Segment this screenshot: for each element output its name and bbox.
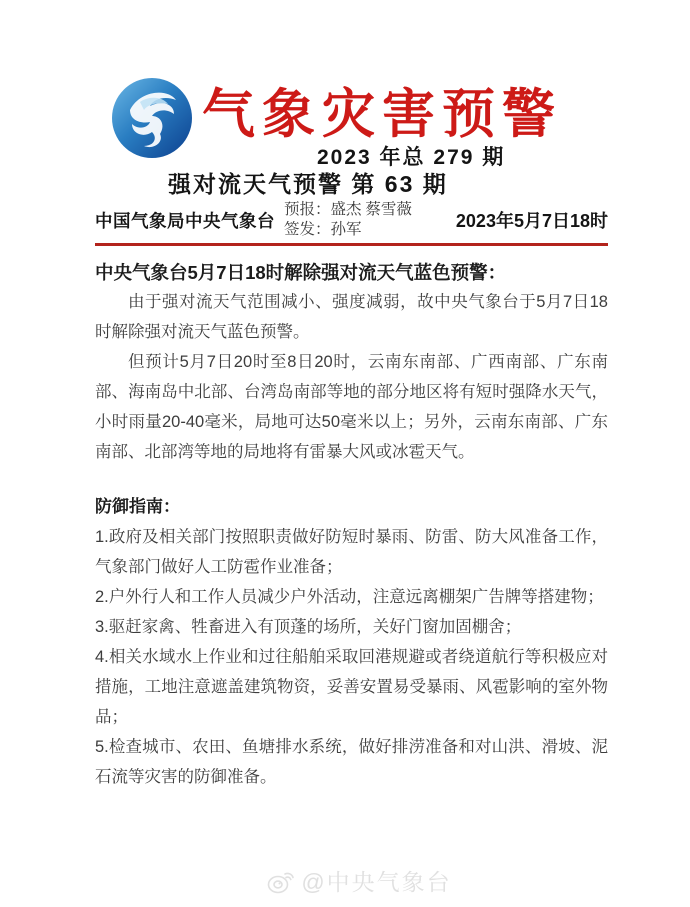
guide-item: 2.户外行人和工作人员减少户外活动，注意远离棚架广告牌等搭建物； xyxy=(95,588,604,606)
bulletin-header xyxy=(95,76,608,246)
guide-item: 1.政府及相关部门按照职责做好防短时暴雨、防雷、防大风准备工作，气象部门做好人工防雹作业准备； xyxy=(95,528,608,576)
weibo-icon xyxy=(266,867,296,895)
guide-item: 5.检查城市、农田、鱼塘排水系统，做好排涝准备和对山洪、滑坡、泥石流等灾害的防御准备。 xyxy=(95,738,608,786)
forecaster-line: 预报：盛杰 蔡雪薇 xyxy=(284,201,412,218)
body-paragraph-2: 但预计5月7日20时至8日20时，云南东南部、广西南部、广东南部、海南岛中北部、台湾岛南部等地的部分地区将有短时强降水天气，小时雨量20-40毫米，局地可达50毫米以上；另外，云南东南部、广东南部、北部湾等地的局地将有雷暴大风或冰雹天气。 xyxy=(95,353,608,461)
guide-item: 3.驱赶家禽、牲畜进入有顶蓬的场所，关好门窗加固棚舍； xyxy=(95,618,522,636)
issuing-agency: 中国气象局中央气象台 xyxy=(95,210,275,231)
issuer-line: 签发：孙军 xyxy=(284,221,362,238)
issue-datetime: 2023年5月7日18时 xyxy=(455,211,608,231)
watermark xyxy=(14,864,690,897)
issue-meta-row xyxy=(95,200,608,240)
warning-issue-line: 强对流天气预警 第 63 期 xyxy=(168,171,448,197)
header-rule xyxy=(95,243,608,246)
watermark-text: @中央气象台 xyxy=(301,869,452,895)
body-paragraph-1: 由于强对流天气范围减小、强度减弱，故中央气象台于5月7日18时解除强对流天气蓝色预警。 xyxy=(95,293,608,341)
guide-item: 4.相关水域水上作业和过往船舶采取回港规避或者绕道航行等积极应对措施，工地注意遮盖建筑物资，妥善安置易受暴雨、风雹影响的室外物品； xyxy=(95,648,608,726)
headline: 中央气象台5月7日18时解除强对流天气蓝色预警： xyxy=(95,262,507,283)
guide-title: 防御指南： xyxy=(95,497,180,516)
bulletin-body xyxy=(95,259,608,792)
signers-block xyxy=(284,200,412,240)
issue-number-line: 2023 年总 279 期 xyxy=(317,146,506,169)
bulletin-title: 气象灾害预警 xyxy=(202,85,562,144)
guide-list xyxy=(95,522,608,792)
cma-logo-icon xyxy=(110,76,194,160)
